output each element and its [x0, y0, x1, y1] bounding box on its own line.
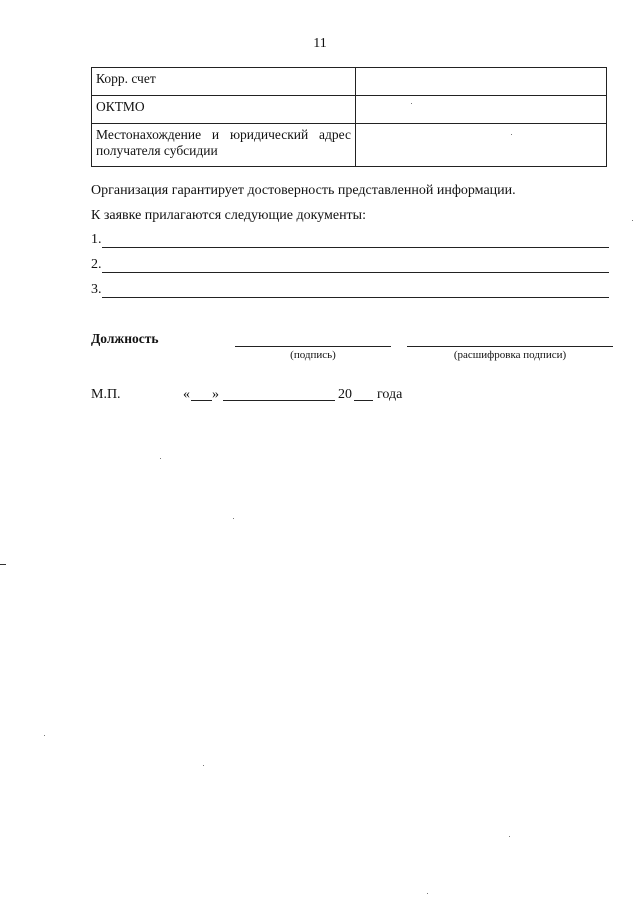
table-cell-label: ОКТМО: [92, 96, 356, 124]
attachment-blank: [102, 258, 609, 273]
scan-speck: [233, 518, 234, 519]
date-month-blank: [223, 400, 335, 401]
page-number: 11: [313, 36, 327, 51]
date-year-suffix: года: [377, 387, 403, 402]
attachment-line: [91, 257, 609, 274]
attachments-heading: К заявке прилагаются следующие документы:: [91, 208, 366, 223]
date-open-quote: «: [183, 387, 190, 402]
scan-speck: [203, 765, 204, 766]
date-day-blank: [191, 400, 212, 401]
signature-decoding-caption: (расшифровка подписи): [453, 349, 567, 361]
attachment-number: 3.: [91, 282, 102, 297]
table-row: [92, 124, 607, 167]
date-year-prefix: 20: [338, 387, 352, 402]
table-cell-label: Местонахождение и юридический адрес получателя субсидии: [92, 124, 356, 167]
signature-line: [235, 346, 391, 347]
stamp-label: М.П.: [91, 387, 121, 402]
guarantee-statement: Организация гарантирует достоверность представленной информации.: [91, 183, 516, 198]
date-close-quote: »: [212, 387, 219, 402]
scan-speck: [44, 735, 45, 736]
table-cell-value: [356, 124, 607, 167]
requisites-table: [91, 67, 607, 167]
scan-speck: [632, 220, 633, 221]
attachment-number: 1.: [91, 232, 102, 247]
scan-edge-mark: [0, 564, 6, 565]
attachment-blank: [102, 233, 609, 248]
scan-speck: [427, 893, 428, 894]
attachment-line: [91, 282, 609, 299]
table-row: [92, 68, 607, 96]
attachment-number: 2.: [91, 257, 102, 272]
signature-caption: (подпись): [290, 349, 336, 361]
scan-speck: [509, 836, 510, 837]
scan-speck: [511, 134, 512, 135]
table-cell-label: Корр. счет: [92, 68, 356, 96]
attachment-blank: [102, 283, 609, 298]
signature-decoding-line: [407, 346, 613, 347]
table-cell-value: [356, 96, 607, 124]
scan-speck: [411, 103, 412, 104]
table-row: [92, 96, 607, 124]
attachment-line: [91, 232, 609, 249]
scan-speck: [160, 458, 161, 459]
table-cell-value: [356, 68, 607, 96]
position-label: Должность: [91, 331, 159, 346]
date-year-blank: [354, 400, 373, 401]
